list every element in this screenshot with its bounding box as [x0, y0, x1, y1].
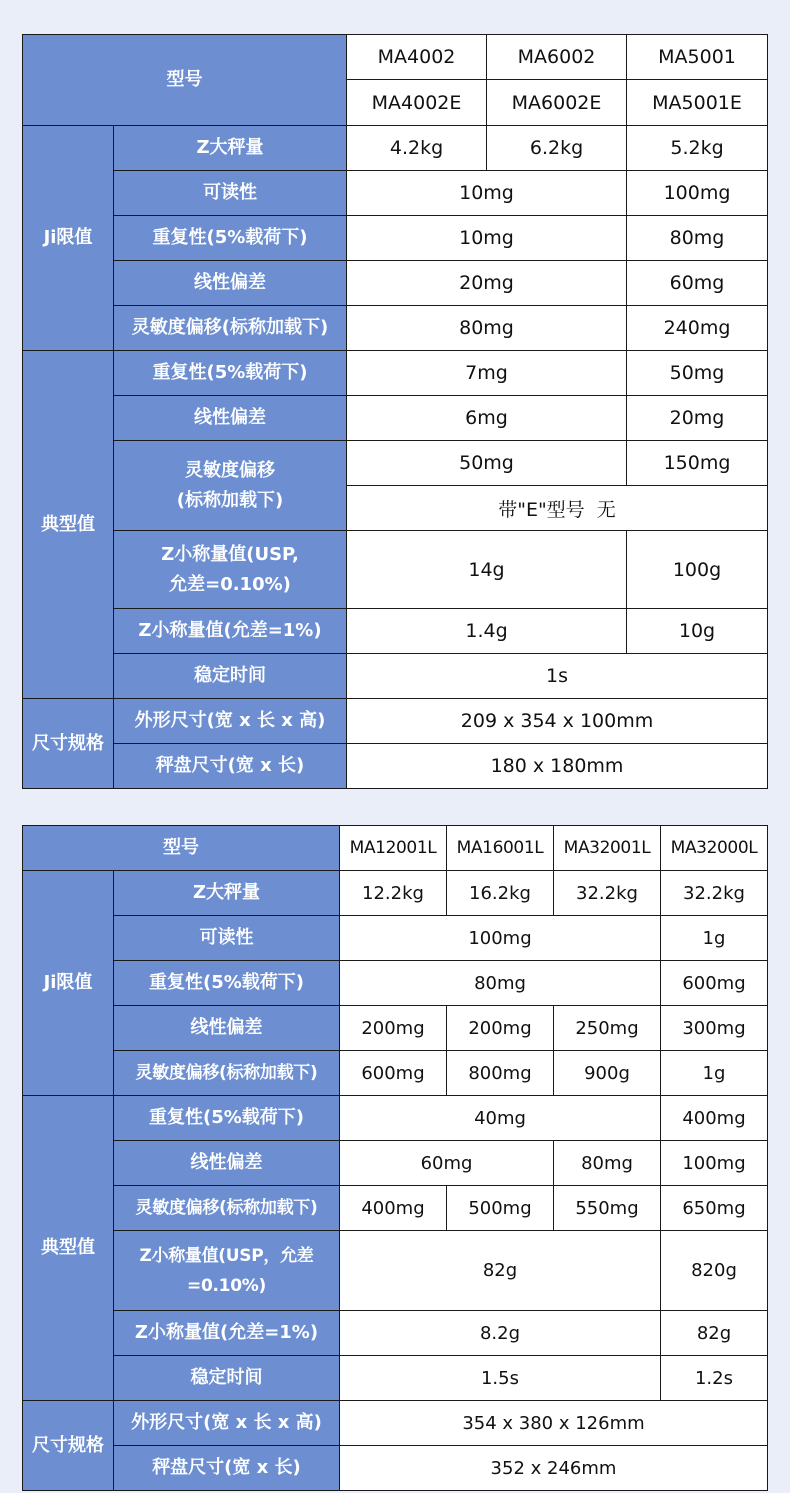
model-cell: MA5001E — [627, 80, 768, 126]
spec-value: 600mg — [661, 961, 768, 1006]
spec-value: 20mg — [347, 261, 627, 306]
spec-label: 重复性(5%载荷下) — [114, 216, 347, 261]
model-cell: MA32001L — [554, 826, 661, 871]
group-dims-header: 尺寸规格 — [23, 1401, 114, 1491]
spec-label-line: =0.10%) — [187, 1275, 266, 1296]
spec-value: 60mg — [340, 1141, 554, 1186]
table-row — [23, 171, 768, 216]
spec-value: 100mg — [340, 916, 661, 961]
spec-label: 线性偏差 — [114, 1006, 340, 1051]
spec-value: 209 x 354 x 100mm — [347, 699, 768, 744]
spec-label: 稳定时间 — [114, 654, 347, 699]
spec-label: Z小称量值(允差=1%) — [114, 1311, 340, 1356]
table-row — [23, 699, 768, 744]
table-row — [23, 441, 768, 486]
table-row — [23, 35, 768, 80]
spec-label-line: 灵敏度偏移 — [185, 459, 275, 481]
spec-label-line: Z小称量值(USP, — [161, 543, 299, 565]
spec-label: 重复性(5%载荷下) — [114, 351, 347, 396]
model-cell: MA6002E — [487, 80, 627, 126]
spec-label: 灵敏度偏移(标称加载下) — [114, 1051, 340, 1096]
table-row — [23, 916, 768, 961]
table-row — [23, 1356, 768, 1401]
group-limit-header: Ji限值 — [23, 126, 114, 351]
group-dims-header: 尺寸规格 — [23, 699, 114, 789]
table-row — [23, 531, 768, 609]
spec-value: 550mg — [554, 1186, 661, 1231]
spec-value: 352 x 246mm — [340, 1446, 768, 1491]
model-cell: MA4002E — [347, 80, 487, 126]
spec-value: 10g — [627, 609, 768, 654]
spec-value: 1g — [661, 916, 768, 961]
spec-label: 灵敏度偏移(标称加载下) — [114, 1186, 340, 1231]
spec-label: 秤盘尺寸(宽 x 长) — [114, 744, 347, 789]
spec-value: 20mg — [627, 396, 768, 441]
spec-value: 100g — [627, 531, 768, 609]
table-row — [23, 871, 768, 916]
spec-value: 5.2kg — [627, 126, 768, 171]
table-row — [23, 126, 768, 171]
spec-label: 线性偏差 — [114, 1141, 340, 1186]
table-row — [23, 396, 768, 441]
spec-value: 4.2kg — [347, 126, 487, 171]
spec-value: 820g — [661, 1231, 768, 1311]
spec-value: 6.2kg — [487, 126, 627, 171]
spec-table-ma12001l-series — [22, 825, 768, 1491]
spec-value: 650mg — [661, 1186, 768, 1231]
spec-value: 12.2kg — [340, 871, 447, 916]
model-cell: MA32000L — [661, 826, 768, 871]
spec-value: 1.4g — [347, 609, 627, 654]
spec-value: 1s — [347, 654, 768, 699]
model-cell: MA5001 — [627, 35, 768, 80]
group-limit-header: Ji限值 — [23, 871, 114, 1096]
model-header: 型号 — [23, 826, 340, 871]
spec-label: 重复性(5%载荷下) — [114, 1096, 340, 1141]
spec-label-line: Z小称量值(USP，允差 — [139, 1245, 314, 1266]
spec-label: Z大秤量 — [114, 871, 340, 916]
spec-value: 400mg — [661, 1096, 768, 1141]
spec-value: 300mg — [661, 1006, 768, 1051]
spec-label: Z小称量值(允差=1%) — [114, 609, 347, 654]
spec-value: 80mg — [347, 306, 627, 351]
spec-label — [114, 531, 347, 609]
spec-label: 可读性 — [114, 916, 340, 961]
spec-label: 外形尺寸(宽 x 长 x 高) — [114, 1401, 340, 1446]
spec-value: 100mg — [627, 171, 768, 216]
spec-value: 50mg — [627, 351, 768, 396]
spec-value: 60mg — [627, 261, 768, 306]
spec-value: 400mg — [340, 1186, 447, 1231]
spec-value: 180 x 180mm — [347, 744, 768, 789]
spec-value: 600mg — [340, 1051, 447, 1096]
spec-value: 82g — [340, 1231, 661, 1311]
group-typical-header: 典型值 — [23, 1096, 114, 1401]
spec-value: 40mg — [340, 1096, 661, 1141]
spec-value: 7mg — [347, 351, 627, 396]
table-row — [23, 216, 768, 261]
table-row — [23, 1401, 768, 1446]
spec-value: 354 x 380 x 126mm — [340, 1401, 768, 1446]
spec-label — [114, 441, 347, 531]
spec-label: 灵敏度偏移(标称加载下) — [114, 306, 347, 351]
spec-label — [114, 1231, 340, 1311]
spec-value: 250mg — [554, 1006, 661, 1051]
spec-label-line: (标称加载下) — [176, 489, 284, 511]
spec-value: 10mg — [347, 216, 627, 261]
spec-label: 外形尺寸(宽 x 长 x 高) — [114, 699, 347, 744]
table-row — [23, 1096, 768, 1141]
spec-value: 10mg — [347, 171, 627, 216]
model-header: 型号 — [23, 35, 347, 126]
spec-value: 8.2g — [340, 1311, 661, 1356]
spec-value: 800mg — [447, 1051, 554, 1096]
table-row — [23, 654, 768, 699]
spec-value: 50mg — [347, 441, 627, 486]
spec-value: 32.2kg — [661, 871, 768, 916]
table-row — [23, 306, 768, 351]
spec-value: 1.2s — [661, 1356, 768, 1401]
model-cell: MA4002 — [347, 35, 487, 80]
spec-label: 稳定时间 — [114, 1356, 340, 1401]
group-typical-header: 典型值 — [23, 351, 114, 699]
spec-value: 32.2kg — [554, 871, 661, 916]
spec-value: 82g — [661, 1311, 768, 1356]
table-row — [23, 261, 768, 306]
spec-value: 900g — [554, 1051, 661, 1096]
spec-label: 线性偏差 — [114, 261, 347, 306]
spec-note: 带"E"型号 无 — [347, 486, 768, 531]
model-cell: MA16001L — [447, 826, 554, 871]
spec-value: 200mg — [340, 1006, 447, 1051]
spec-label: 重复性(5%载荷下) — [114, 961, 340, 1006]
table-row — [23, 1446, 768, 1491]
table-row — [23, 1231, 768, 1311]
spec-value: 80mg — [340, 961, 661, 1006]
spec-value: 16.2kg — [447, 871, 554, 916]
spec-table-ma4002-series — [22, 34, 768, 789]
table-row — [23, 1141, 768, 1186]
model-cell: MA12001L — [340, 826, 447, 871]
table-row — [23, 826, 768, 871]
model-cell: MA6002 — [487, 35, 627, 80]
spec-label: Z大秤量 — [114, 126, 347, 171]
table-row — [23, 1186, 768, 1231]
table-row — [23, 1051, 768, 1096]
table-row — [23, 744, 768, 789]
table-row — [23, 961, 768, 1006]
spec-value: 80mg — [627, 216, 768, 261]
spec-value: 200mg — [447, 1006, 554, 1051]
spec-value: 100mg — [661, 1141, 768, 1186]
table-row — [23, 609, 768, 654]
spec-value: 1.5s — [340, 1356, 661, 1401]
table-row — [23, 1006, 768, 1051]
spec-label: 线性偏差 — [114, 396, 347, 441]
spec-value: 150mg — [627, 441, 768, 486]
table-row — [23, 1311, 768, 1356]
spec-value: 80mg — [554, 1141, 661, 1186]
spec-label: 秤盘尺寸(宽 x 长) — [114, 1446, 340, 1491]
spec-value: 1g — [661, 1051, 768, 1096]
table-row — [23, 351, 768, 396]
spec-value: 6mg — [347, 396, 627, 441]
spec-value: 240mg — [627, 306, 768, 351]
spec-label-line: 允差=0.10%) — [169, 573, 291, 595]
spec-label: 可读性 — [114, 171, 347, 216]
spec-value: 500mg — [447, 1186, 554, 1231]
spec-value: 14g — [347, 531, 627, 609]
